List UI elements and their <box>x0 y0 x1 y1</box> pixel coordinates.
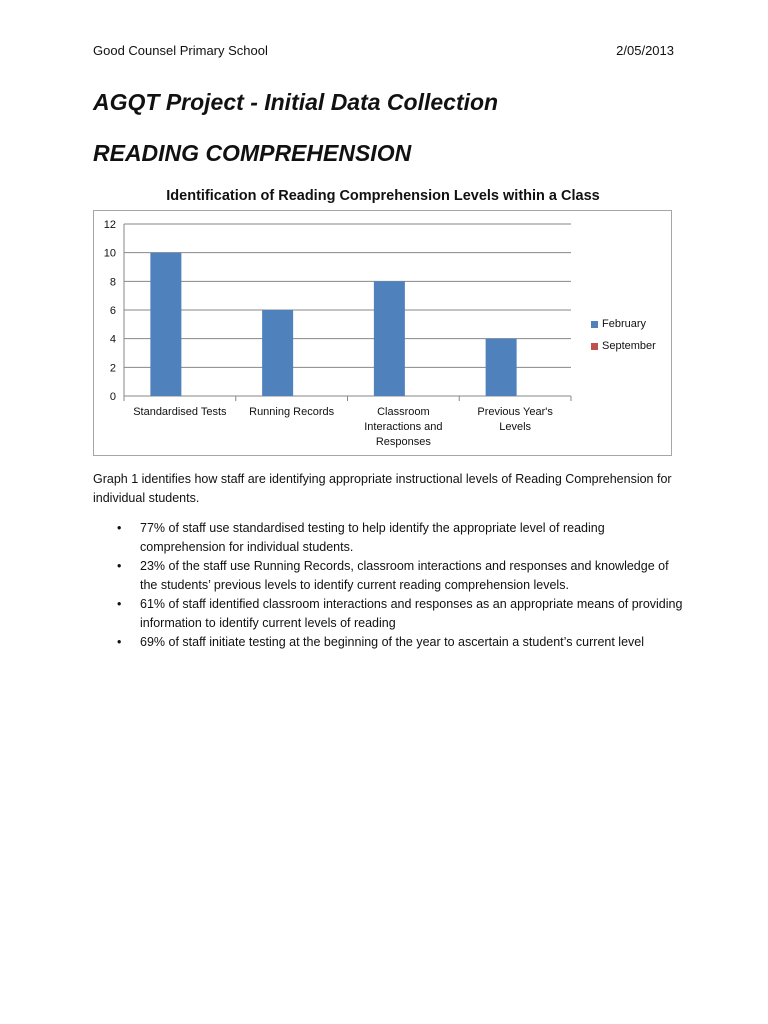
x-tick-label: Interactions and <box>364 421 443 433</box>
bar-february <box>262 310 293 396</box>
x-tick-label: Classroom <box>377 406 430 418</box>
legend-label-february: February <box>602 318 647 330</box>
header-date: 2/05/2013 <box>616 43 674 58</box>
bullet-icon: • <box>117 597 122 611</box>
bar-chart <box>93 210 672 456</box>
y-tick-label: 8 <box>109 276 116 289</box>
project-title: AGQT Project - Initial Data Collection <box>93 89 499 115</box>
x-tick-label: Responses <box>375 436 431 448</box>
list-item <box>93 519 683 556</box>
list-item-text: 61% of staff identified classroom interactions and responses as an appropriate means of providing information to identify current levels of reading <box>140 597 683 630</box>
list-item <box>93 633 683 652</box>
x-tick-label: Previous Year's <box>477 406 553 418</box>
section-title: READING COMPREHENSION <box>93 140 412 166</box>
y-tick-label: 2 <box>109 362 116 375</box>
chart-title: Identification of Reading Comprehension Levels within a Class <box>166 188 600 204</box>
x-tick-label: Running Records <box>249 406 335 418</box>
findings-list <box>93 519 683 653</box>
legend-swatch-february <box>591 321 598 328</box>
bar-february <box>150 253 181 396</box>
bullet-icon: • <box>117 635 122 649</box>
y-tick-label: 4 <box>109 333 116 346</box>
bar-february <box>486 339 517 396</box>
legend-label-september: September <box>602 340 656 352</box>
bullet-icon: • <box>117 521 122 535</box>
chart-legend <box>591 313 656 357</box>
x-tick-label: Standardised Tests <box>133 406 227 418</box>
y-tick-label: 6 <box>109 305 116 317</box>
list-item-text: 77% of staff use standardised testing to help identify the appropriate level of reading comprehension for individual students. <box>140 521 605 554</box>
legend-swatch-september <box>591 343 598 350</box>
legend-item-february <box>591 313 656 335</box>
legend-item-september <box>591 335 656 357</box>
list-item <box>93 595 683 632</box>
list-item <box>93 557 683 594</box>
chart-svg <box>94 211 671 455</box>
bullet-icon: • <box>117 559 122 573</box>
y-tick-label: 0 <box>109 391 116 403</box>
header-school-name: Good Counsel Primary School <box>93 43 268 58</box>
y-tick-label: 10 <box>103 247 116 260</box>
list-item-text: 23% of the staff use Running Records, classroom interactions and responses and knowledge of the students’ previous levels to identify current reading comprehension levels. <box>140 559 669 592</box>
list-item-text: 69% of staff initiate testing at the beginning of the year to ascertain a student’s current level <box>140 635 645 649</box>
y-tick-label: 12 <box>103 219 116 231</box>
bar-february <box>374 281 405 396</box>
x-tick-label: Levels <box>499 421 532 433</box>
graph-description: Graph 1 identifies how staff are identifying appropriate instructional levels of Reading Comprehension for individual students. <box>93 472 672 505</box>
